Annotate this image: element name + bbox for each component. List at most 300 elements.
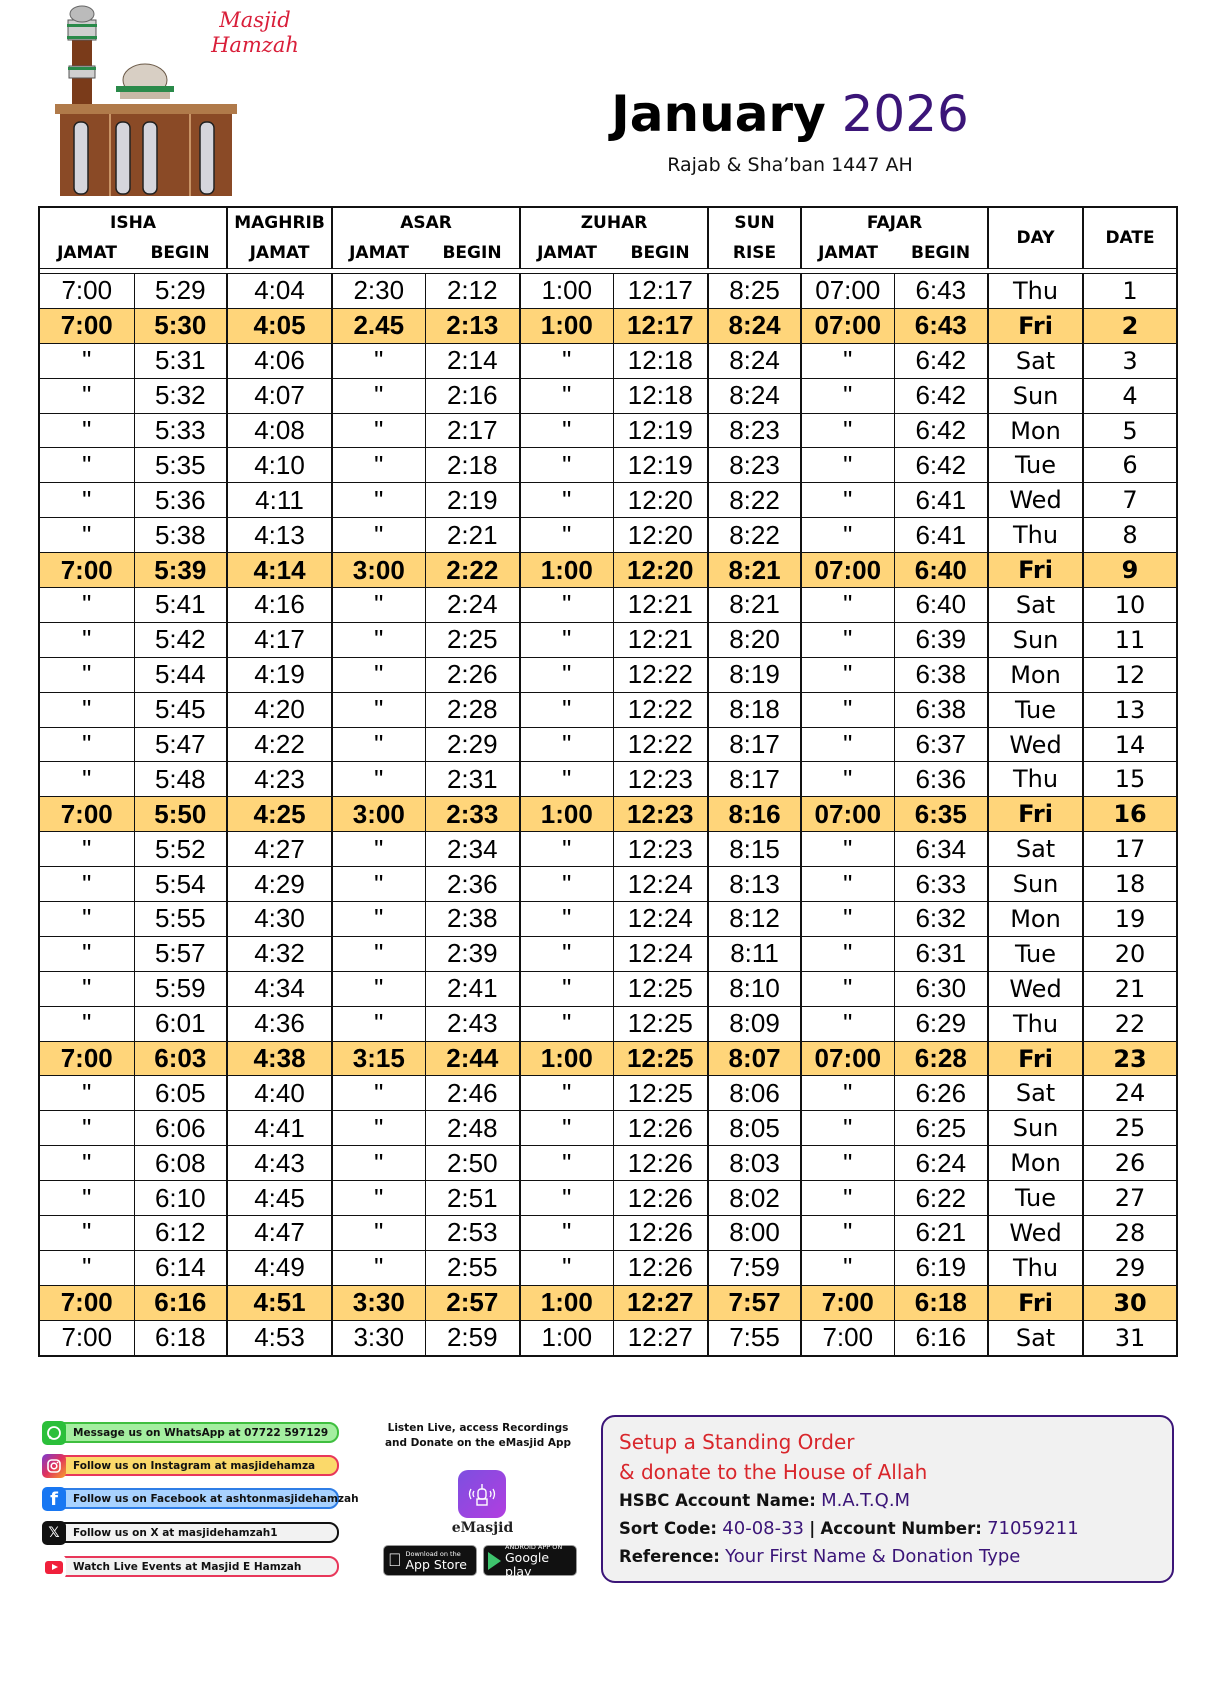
table-row	[39, 1181, 1177, 1216]
cell-fajar-begin: 6:42	[894, 413, 988, 448]
cell-fajar-jamat: 07:00	[801, 1041, 894, 1076]
cell-sunrise: 8:21	[708, 588, 801, 623]
cell-asar-jamat: "	[332, 1006, 425, 1041]
cell-isha-jamat: "	[39, 692, 134, 727]
cell-date: 7	[1083, 483, 1177, 518]
header-date: DATE	[1083, 207, 1177, 269]
cell-date: 14	[1083, 727, 1177, 762]
table-row	[39, 832, 1177, 867]
cell-day: Sun	[988, 378, 1083, 413]
cell-sunrise: 7:59	[708, 1250, 801, 1285]
cell-fajar-jamat: 07:00	[801, 308, 894, 343]
cell-maghrib-jamat: 4:38	[227, 1041, 332, 1076]
cell-sunrise: 8:19	[708, 657, 801, 692]
account-number-label: Account Number:	[820, 1519, 982, 1538]
app-store-small-text: Download on the	[392, 1549, 448, 1558]
cell-maghrib-jamat: 4:51	[227, 1285, 332, 1320]
table-row	[39, 902, 1177, 937]
cell-asar-begin: 2:39	[425, 936, 520, 971]
cell-zuhar-jamat: "	[520, 762, 613, 797]
cell-asar-begin: 2:46	[425, 1076, 520, 1111]
cell-maghrib-jamat: 4:36	[227, 1006, 332, 1041]
cell-zuhar-jamat: "	[520, 483, 613, 518]
cell-zuhar-begin: 12:24	[613, 867, 708, 902]
cell-asar-begin: 2:24	[425, 588, 520, 623]
cell-sunrise: 8:24	[708, 378, 801, 413]
cell-isha-jamat: "	[39, 832, 134, 867]
cell-fajar-jamat: "	[801, 483, 894, 518]
cell-asar-begin: 2:18	[425, 448, 520, 483]
cell-day: Fri	[988, 553, 1083, 588]
cell-sunrise: 8:23	[708, 448, 801, 483]
cell-zuhar-jamat: "	[520, 936, 613, 971]
cell-asar-jamat: 3:15	[332, 1041, 425, 1076]
cell-asar-jamat: "	[332, 343, 425, 378]
header-sun: SUN	[708, 207, 801, 238]
table-row	[39, 1111, 1177, 1146]
cell-zuhar-begin: 12:22	[613, 692, 708, 727]
cell-sunrise: 8:00	[708, 1216, 801, 1251]
cell-maghrib-jamat: 4:08	[227, 413, 332, 448]
table-row	[39, 343, 1177, 378]
cell-date: 28	[1083, 1216, 1177, 1251]
table-row	[39, 1041, 1177, 1076]
cell-fajar-jamat: "	[801, 413, 894, 448]
table-row	[39, 1076, 1177, 1111]
table-row	[39, 1216, 1177, 1251]
cell-sunrise: 8:18	[708, 692, 801, 727]
cell-maghrib-jamat: 4:53	[227, 1320, 332, 1355]
google-play-icon	[488, 1552, 501, 1570]
cell-day: Wed	[988, 483, 1083, 518]
table-row	[39, 1006, 1177, 1041]
header-maghrib: MAGHRIB	[227, 207, 332, 238]
cell-zuhar-jamat: 1:00	[520, 274, 613, 309]
cell-date: 13	[1083, 692, 1177, 727]
cell-day: Fri	[988, 308, 1083, 343]
cell-fajar-jamat: "	[801, 867, 894, 902]
cell-zuhar-jamat: "	[520, 727, 613, 762]
title-month: January	[611, 85, 826, 143]
x-text: Follow us on X at masjidehamzah1	[73, 1526, 278, 1539]
cell-date: 25	[1083, 1111, 1177, 1146]
cell-isha-jamat: 7:00	[39, 1285, 134, 1320]
cell-asar-jamat: 3:30	[332, 1320, 425, 1355]
header-fajar: FAJAR	[801, 207, 988, 238]
cell-asar-begin: 2:43	[425, 1006, 520, 1041]
cell-isha-begin: 6:06	[134, 1111, 227, 1146]
cell-fajar-jamat: "	[801, 588, 894, 623]
sort-code-line	[619, 1515, 1156, 1543]
x-link[interactable]	[43, 1522, 339, 1543]
cell-zuhar-jamat: "	[520, 413, 613, 448]
cell-date: 24	[1083, 1076, 1177, 1111]
table-row	[39, 622, 1177, 657]
cell-zuhar-begin: 12:23	[613, 797, 708, 832]
cell-zuhar-jamat: "	[520, 448, 613, 483]
cell-sunrise: 8:15	[708, 832, 801, 867]
cell-day: Wed	[988, 971, 1083, 1006]
cell-zuhar-begin: 12:26	[613, 1216, 708, 1251]
cell-asar-jamat: "	[332, 483, 425, 518]
cell-sunrise: 8:03	[708, 1146, 801, 1181]
cell-zuhar-jamat: "	[520, 1181, 613, 1216]
cell-isha-begin: 5:48	[134, 762, 227, 797]
cell-isha-jamat: "	[39, 518, 134, 553]
cell-date: 18	[1083, 867, 1177, 902]
cell-isha-begin: 6:18	[134, 1320, 227, 1355]
cell-asar-jamat: "	[332, 1250, 425, 1285]
title-year: 2026	[841, 85, 969, 143]
cell-zuhar-begin: 12:21	[613, 622, 708, 657]
cell-maghrib-jamat: 4:10	[227, 448, 332, 483]
cell-day: Mon	[988, 902, 1083, 937]
cell-fajar-begin: 6:36	[894, 762, 988, 797]
facebook-link[interactable]	[43, 1488, 359, 1510]
cell-isha-begin: 5:36	[134, 483, 227, 518]
cell-asar-jamat: "	[332, 832, 425, 867]
google-play-big-text: Google play	[505, 1549, 550, 1579]
cell-date: 17	[1083, 832, 1177, 867]
cell-zuhar-begin: 12:17	[613, 308, 708, 343]
cell-fajar-jamat: "	[801, 378, 894, 413]
cell-sunrise: 8:10	[708, 971, 801, 1006]
cell-fajar-jamat: "	[801, 657, 894, 692]
cell-isha-jamat: "	[39, 902, 134, 937]
cell-asar-begin: 2:13	[425, 308, 520, 343]
cell-day: Sun	[988, 1111, 1083, 1146]
cell-zuhar-jamat: "	[520, 1076, 613, 1111]
cell-zuhar-jamat: "	[520, 832, 613, 867]
emasjid-app-icon[interactable]	[458, 1470, 506, 1518]
cell-fajar-jamat: "	[801, 518, 894, 553]
app-store-button[interactable]	[383, 1545, 477, 1576]
cell-sunrise: 8:25	[708, 274, 801, 309]
subheader-sun-rise: RISE	[708, 238, 801, 269]
cell-sunrise: 8:13	[708, 867, 801, 902]
cell-day: Tue	[988, 692, 1083, 727]
cell-day: Tue	[988, 448, 1083, 483]
page-title	[560, 84, 1020, 144]
cell-fajar-jamat: "	[801, 832, 894, 867]
cell-isha-jamat: "	[39, 1076, 134, 1111]
cell-fajar-jamat: "	[801, 343, 894, 378]
table-row	[39, 1146, 1177, 1181]
cell-asar-begin: 2:29	[425, 727, 520, 762]
cell-sunrise: 8:02	[708, 1181, 801, 1216]
table-row	[39, 971, 1177, 1006]
cell-asar-begin: 2:48	[425, 1111, 520, 1146]
table-row	[39, 518, 1177, 553]
table-row	[39, 274, 1177, 309]
cell-asar-jamat: "	[332, 448, 425, 483]
cell-fajar-jamat: "	[801, 448, 894, 483]
cell-date: 19	[1083, 902, 1177, 937]
whatsapp-link[interactable]	[43, 1422, 339, 1443]
cell-fajar-begin: 6:42	[894, 448, 988, 483]
youtube-link[interactable]	[43, 1556, 339, 1577]
cell-asar-begin: 2:36	[425, 867, 520, 902]
cell-sunrise: 8:17	[708, 762, 801, 797]
cell-day: Wed	[988, 727, 1083, 762]
cell-zuhar-begin: 12:25	[613, 1006, 708, 1041]
cell-day: Thu	[988, 518, 1083, 553]
cell-isha-begin: 5:42	[134, 622, 227, 657]
cell-maghrib-jamat: 4:07	[227, 378, 332, 413]
cell-isha-begin: 6:10	[134, 1181, 227, 1216]
cell-maghrib-jamat: 4:49	[227, 1250, 332, 1285]
table-row	[39, 1250, 1177, 1285]
cell-zuhar-begin: 12:20	[613, 518, 708, 553]
cell-isha-jamat: "	[39, 1216, 134, 1251]
cell-date: 22	[1083, 1006, 1177, 1041]
cell-zuhar-begin: 12:22	[613, 657, 708, 692]
cell-isha-begin: 5:57	[134, 936, 227, 971]
cell-zuhar-jamat: 1:00	[520, 797, 613, 832]
sort-code-label: Sort Code:	[619, 1519, 718, 1538]
cell-date: 1	[1083, 274, 1177, 309]
facebook-text: Follow us on Facebook at ashtonmasjidehamzah	[73, 1492, 359, 1505]
account-name-line	[619, 1487, 1156, 1515]
donate-title-line2: & donate to the House of Allah	[619, 1460, 928, 1484]
cell-maghrib-jamat: 4:16	[227, 588, 332, 623]
cell-asar-begin: 2:53	[425, 1216, 520, 1251]
cell-day: Sun	[988, 867, 1083, 902]
cell-isha-jamat: "	[39, 622, 134, 657]
cell-zuhar-jamat: "	[520, 622, 613, 657]
cell-fajar-begin: 6:21	[894, 1216, 988, 1251]
cell-sunrise: 8:20	[708, 622, 801, 657]
cell-fajar-jamat: 7:00	[801, 1320, 894, 1355]
cell-zuhar-begin: 12:25	[613, 1076, 708, 1111]
cell-isha-jamat: 7:00	[39, 308, 134, 343]
cell-zuhar-jamat: "	[520, 1250, 613, 1285]
cell-fajar-begin: 6:43	[894, 308, 988, 343]
cell-date: 10	[1083, 588, 1177, 623]
cell-isha-begin: 6:16	[134, 1285, 227, 1320]
cell-fajar-begin: 6:33	[894, 867, 988, 902]
cell-fajar-jamat: "	[801, 971, 894, 1006]
cell-maghrib-jamat: 4:17	[227, 622, 332, 657]
cell-sunrise: 8:22	[708, 518, 801, 553]
cell-isha-jamat: "	[39, 588, 134, 623]
cell-maghrib-jamat: 4:05	[227, 308, 332, 343]
cell-fajar-jamat: "	[801, 1250, 894, 1285]
subheader-maghrib-jamat: JAMAT	[227, 238, 332, 269]
facebook-icon: f	[42, 1487, 66, 1511]
cell-isha-jamat: 7:00	[39, 1041, 134, 1076]
cell-asar-begin: 2:25	[425, 622, 520, 657]
cell-date: 12	[1083, 657, 1177, 692]
sort-code-value: 40-08-33	[722, 1518, 804, 1539]
cell-day: Thu	[988, 1006, 1083, 1041]
cell-asar-jamat: "	[332, 657, 425, 692]
cell-isha-jamat: "	[39, 483, 134, 518]
table-row	[39, 762, 1177, 797]
cell-day: Fri	[988, 1285, 1083, 1320]
table-row	[39, 727, 1177, 762]
cell-asar-jamat: "	[332, 622, 425, 657]
cell-fajar-begin: 6:30	[894, 971, 988, 1006]
donate-title-line1: Setup a Standing Order	[619, 1430, 855, 1454]
cell-isha-begin: 5:32	[134, 378, 227, 413]
cell-isha-begin: 6:12	[134, 1216, 227, 1251]
table-row	[39, 588, 1177, 623]
google-play-button[interactable]	[483, 1542, 577, 1579]
cell-asar-begin: 2:50	[425, 1146, 520, 1181]
cell-date: 27	[1083, 1181, 1177, 1216]
cell-isha-begin: 6:03	[134, 1041, 227, 1076]
cell-zuhar-jamat: 1:00	[520, 553, 613, 588]
cell-asar-begin: 2:22	[425, 553, 520, 588]
cell-zuhar-begin: 12:25	[613, 1041, 708, 1076]
cell-asar-jamat: "	[332, 1181, 425, 1216]
cell-isha-begin: 5:33	[134, 413, 227, 448]
cell-isha-begin: 5:50	[134, 797, 227, 832]
cell-fajar-jamat: 7:00	[801, 1285, 894, 1320]
cell-asar-begin: 2:21	[425, 518, 520, 553]
instagram-link[interactable]	[43, 1455, 339, 1476]
cell-isha-begin: 5:45	[134, 692, 227, 727]
cell-date: 31	[1083, 1320, 1177, 1355]
cell-date: 26	[1083, 1146, 1177, 1181]
cell-isha-begin: 5:47	[134, 727, 227, 762]
cell-isha-jamat: "	[39, 1006, 134, 1041]
cell-fajar-jamat: "	[801, 902, 894, 937]
cell-fajar-begin: 6:41	[894, 483, 988, 518]
cell-sunrise: 8:12	[708, 902, 801, 937]
cell-isha-begin: 5:31	[134, 343, 227, 378]
cell-date: 4	[1083, 378, 1177, 413]
cell-asar-jamat: "	[332, 1146, 425, 1181]
cell-fajar-jamat: "	[801, 762, 894, 797]
cell-zuhar-begin: 12:25	[613, 971, 708, 1006]
cell-day: Fri	[988, 1041, 1083, 1076]
cell-zuhar-begin: 12:23	[613, 762, 708, 797]
cell-zuhar-begin: 12:26	[613, 1250, 708, 1285]
cell-day: Sun	[988, 622, 1083, 657]
cell-isha-begin: 5:35	[134, 448, 227, 483]
cell-asar-begin: 2:31	[425, 762, 520, 797]
header-zuhar: ZUHAR	[520, 207, 708, 238]
cell-asar-jamat: 3:30	[332, 1285, 425, 1320]
subheader-zuhar-jamat: JAMAT	[520, 238, 613, 269]
cell-asar-jamat: "	[332, 762, 425, 797]
cell-fajar-jamat: "	[801, 1006, 894, 1041]
cell-isha-jamat: "	[39, 971, 134, 1006]
cell-day: Thu	[988, 762, 1083, 797]
cell-fajar-jamat: 07:00	[801, 553, 894, 588]
cell-fajar-begin: 6:35	[894, 797, 988, 832]
cell-zuhar-begin: 12:17	[613, 274, 708, 309]
cell-asar-jamat: "	[332, 588, 425, 623]
cell-asar-jamat: "	[332, 1076, 425, 1111]
cell-maghrib-jamat: 4:29	[227, 867, 332, 902]
subheader-isha-begin: BEGIN	[134, 238, 227, 269]
cell-maghrib-jamat: 4:43	[227, 1146, 332, 1181]
cell-sunrise: 8:05	[708, 1111, 801, 1146]
cell-asar-jamat: "	[332, 971, 425, 1006]
cell-date: 29	[1083, 1250, 1177, 1285]
cell-fajar-jamat: "	[801, 1216, 894, 1251]
cell-isha-begin: 5:41	[134, 588, 227, 623]
cell-fajar-begin: 6:24	[894, 1146, 988, 1181]
cell-fajar-begin: 6:18	[894, 1285, 988, 1320]
cell-fajar-jamat: "	[801, 1076, 894, 1111]
cell-day: Thu	[988, 1250, 1083, 1285]
youtube-text: Watch Live Events at Masjid E Hamzah	[73, 1560, 302, 1573]
table-row	[39, 553, 1177, 588]
cell-zuhar-begin: 12:21	[613, 588, 708, 623]
reference-value: Your First Name & Donation Type	[725, 1546, 1021, 1567]
cell-day: Fri	[988, 797, 1083, 832]
cell-sunrise: 8:21	[708, 553, 801, 588]
cell-fajar-begin: 6:26	[894, 1076, 988, 1111]
cell-zuhar-jamat: "	[520, 1216, 613, 1251]
cell-asar-jamat: "	[332, 902, 425, 937]
cell-isha-begin: 5:44	[134, 657, 227, 692]
cell-day: Sat	[988, 343, 1083, 378]
cell-maghrib-jamat: 4:11	[227, 483, 332, 518]
google-play-small-text: ANDROID APP ON	[505, 1542, 563, 1551]
cell-day: Mon	[988, 1146, 1083, 1181]
cell-zuhar-begin: 12:18	[613, 378, 708, 413]
cell-isha-begin: 6:08	[134, 1146, 227, 1181]
cell-sunrise: 7:57	[708, 1285, 801, 1320]
cell-date: 30	[1083, 1285, 1177, 1320]
cell-sunrise: 8:22	[708, 483, 801, 518]
account-name-value: M.A.T.Q.M	[821, 1490, 911, 1511]
cell-zuhar-jamat: "	[520, 1006, 613, 1041]
cell-day: Tue	[988, 1181, 1083, 1216]
instagram-icon	[42, 1454, 66, 1478]
cell-asar-jamat: 3:00	[332, 797, 425, 832]
cell-asar-begin: 2:28	[425, 692, 520, 727]
cell-asar-begin: 2:17	[425, 413, 520, 448]
cell-fajar-jamat: "	[801, 936, 894, 971]
cell-fajar-begin: 6:25	[894, 1111, 988, 1146]
cell-asar-jamat: "	[332, 692, 425, 727]
cell-fajar-begin: 6:42	[894, 378, 988, 413]
cell-date: 2	[1083, 308, 1177, 343]
cell-date: 3	[1083, 343, 1177, 378]
cell-date: 5	[1083, 413, 1177, 448]
cell-maghrib-jamat: 4:04	[227, 274, 332, 309]
cell-maghrib-jamat: 4:41	[227, 1111, 332, 1146]
cell-isha-jamat: 7:00	[39, 274, 134, 309]
cell-day: Mon	[988, 657, 1083, 692]
cell-isha-begin: 5:52	[134, 832, 227, 867]
cell-isha-jamat: "	[39, 378, 134, 413]
cell-asar-jamat: "	[332, 518, 425, 553]
cell-sunrise: 8:23	[708, 413, 801, 448]
cell-fajar-jamat: "	[801, 727, 894, 762]
cell-isha-jamat: 7:00	[39, 1320, 134, 1355]
cell-day: Mon	[988, 413, 1083, 448]
cell-maghrib-jamat: 4:23	[227, 762, 332, 797]
cell-fajar-begin: 6:37	[894, 727, 988, 762]
table-row	[39, 867, 1177, 902]
subheader-isha-jamat: JAMAT	[39, 238, 134, 269]
cell-fajar-jamat: "	[801, 692, 894, 727]
cell-maghrib-jamat: 4:32	[227, 936, 332, 971]
cell-asar-begin: 2:59	[425, 1320, 520, 1355]
subheader-fajar-begin: BEGIN	[894, 238, 988, 269]
whatsapp-icon	[42, 1421, 66, 1445]
separator: |	[809, 1519, 816, 1538]
cell-isha-jamat: "	[39, 1146, 134, 1181]
cell-maghrib-jamat: 4:25	[227, 797, 332, 832]
